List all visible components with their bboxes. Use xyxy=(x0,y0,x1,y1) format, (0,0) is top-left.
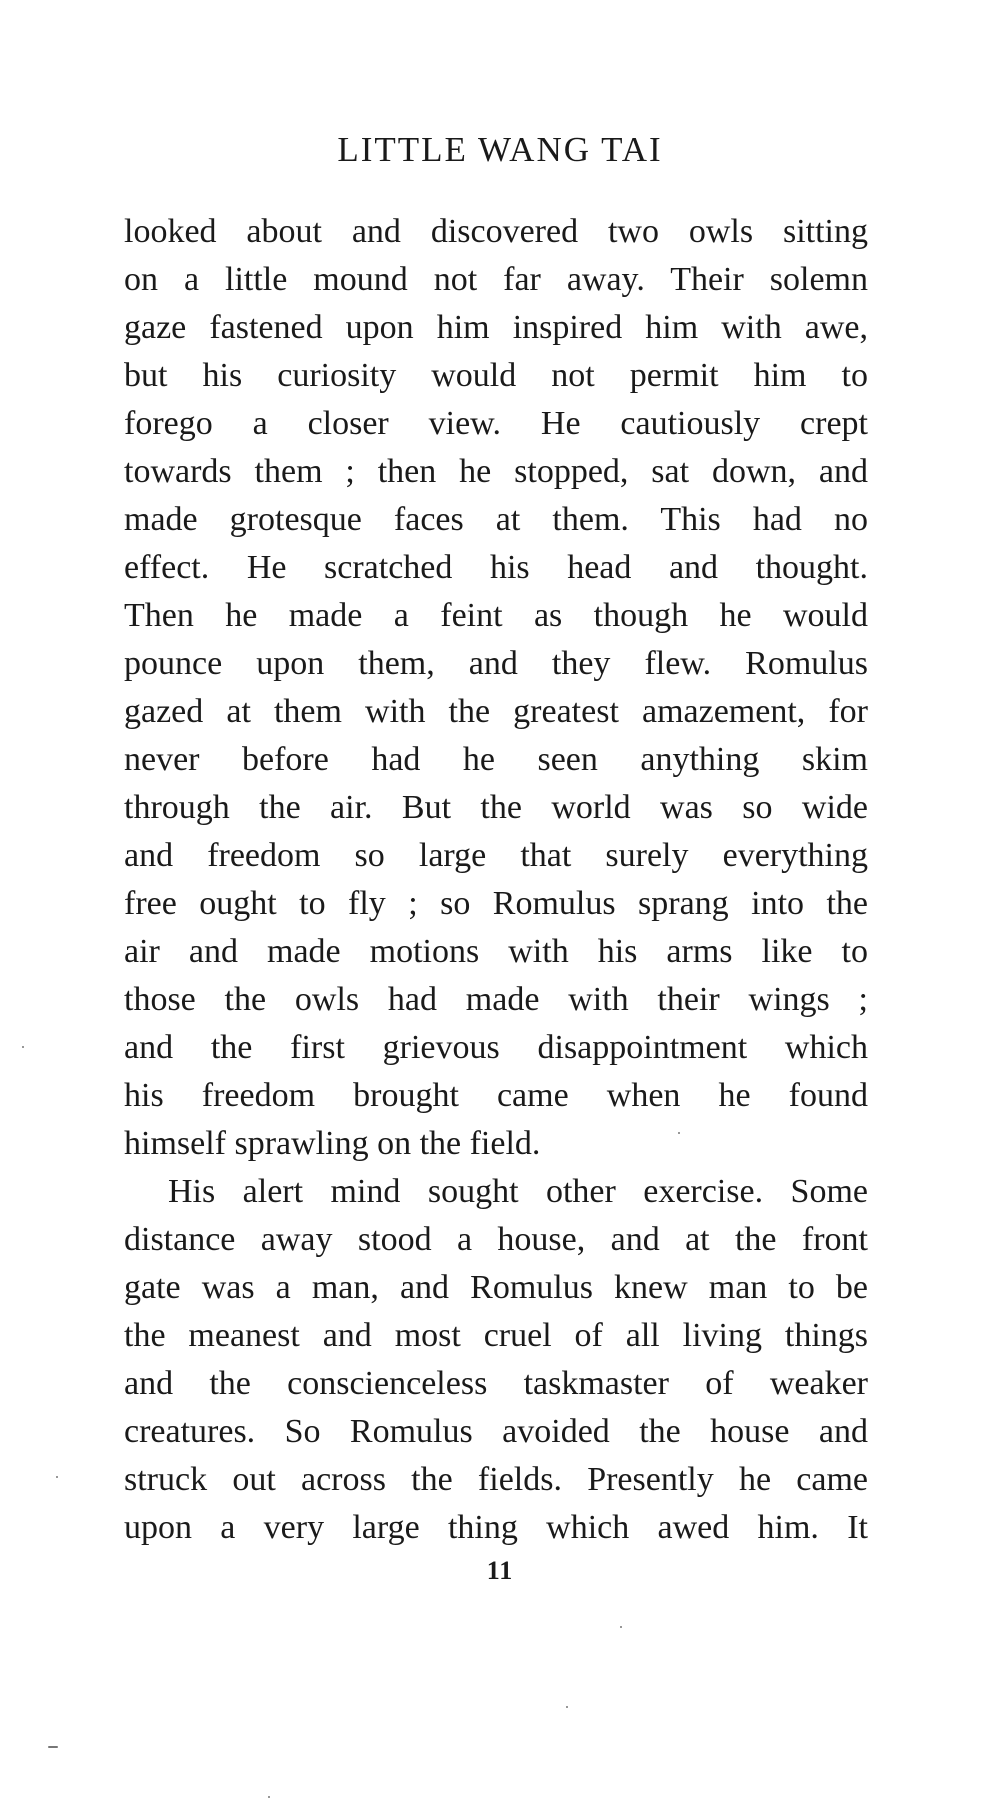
text-line: struck out across the fields. Presently he came xyxy=(124,1461,868,1498)
text-line: never before had he seen anything skim xyxy=(124,741,868,778)
text-line: pounce upon them, and they flew. Romulus xyxy=(124,645,868,682)
text-line: distance away stood a house, and at the front xyxy=(124,1221,868,1258)
text-line: looked about and discovered two owls sitting xyxy=(124,213,868,250)
text-line: upon a very large thing which awed him. It xyxy=(124,1509,868,1546)
running-title: LITTLE WANG TAI xyxy=(337,130,663,169)
body-text xyxy=(124,208,868,1552)
text-line: on a little mound not far away. Their solemn xyxy=(124,261,868,298)
scan-speck xyxy=(620,1626,622,1628)
text-line: but his curiosity would not permit him to xyxy=(124,357,868,394)
text-line: through the air. But the world was so wide xyxy=(124,789,868,826)
scan-speck xyxy=(268,1796,270,1798)
text-line: His alert mind sought other exercise. Some xyxy=(168,1173,868,1210)
text-line: free ought to fly ; so Romulus sprang into the xyxy=(124,885,868,922)
scan-speck xyxy=(48,1746,58,1748)
text-line: those the owls had made with their wings ; xyxy=(124,981,868,1018)
paragraph xyxy=(124,1168,868,1552)
text-line: gate was a man, and Romulus knew man to be xyxy=(124,1269,868,1306)
paragraph xyxy=(124,208,868,1168)
page-number: 11 xyxy=(486,1556,514,1585)
text-line: his freedom brought came when he found xyxy=(124,1077,868,1114)
text-line: himself sprawling on the field. xyxy=(124,1125,541,1162)
text-line: the meanest and most cruel of all living things xyxy=(124,1317,868,1354)
text-line: made grotesque faces at them. This had no xyxy=(124,501,868,538)
text-line: effect. He scratched his head and thought. xyxy=(124,549,868,586)
scan-speck xyxy=(22,1046,24,1048)
text-line: and the conscienceless taskmaster of weaker xyxy=(124,1365,868,1402)
text-line: towards them ; then he stopped, sat down, and xyxy=(124,453,868,490)
text-line: gazed at them with the greatest amazement, for xyxy=(124,693,868,730)
scan-speck xyxy=(678,1132,680,1134)
text-line: and the first grievous disappointment which xyxy=(124,1029,868,1066)
scan-speck xyxy=(566,1706,568,1708)
text-line: creatures. So Romulus avoided the house and xyxy=(124,1413,868,1450)
scan-speck xyxy=(56,1476,58,1478)
text-line: air and made motions with his arms like to xyxy=(124,933,868,970)
text-line: Then he made a feint as though he would xyxy=(124,597,868,634)
text-line: forego a closer view. He cautiously crept xyxy=(124,405,868,442)
text-line: gaze fastened upon him inspired him with awe, xyxy=(124,309,868,346)
text-line: and freedom so large that surely everything xyxy=(124,837,868,874)
